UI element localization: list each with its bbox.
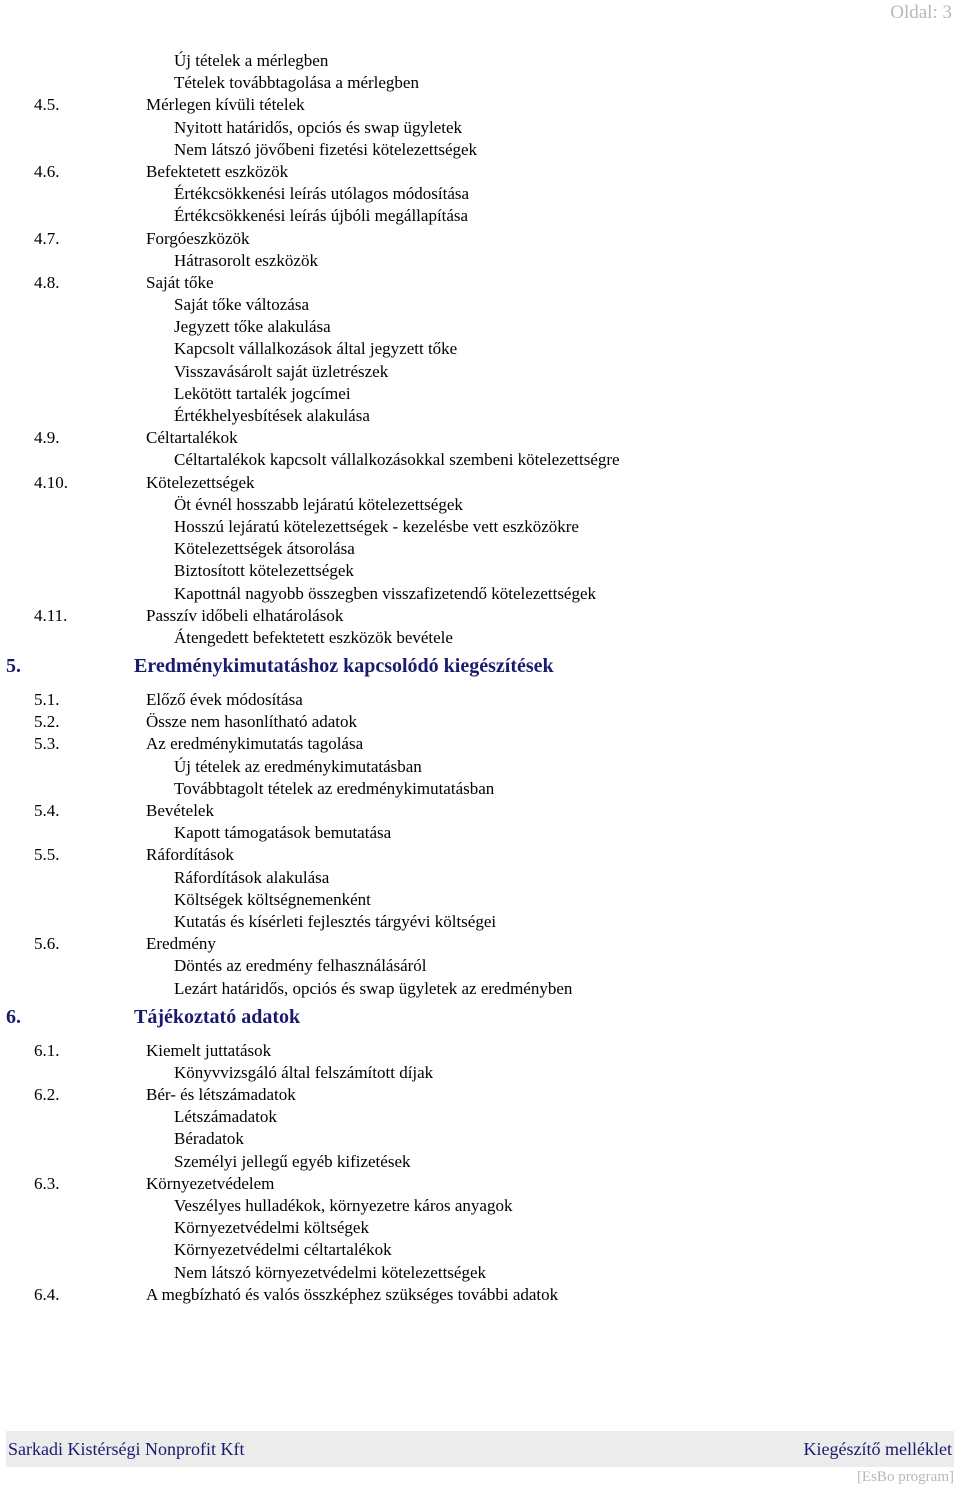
toc-number: 5.2. <box>34 712 60 732</box>
toc-item <box>0 1040 960 1062</box>
section-heading <box>0 649 960 689</box>
toc-item <box>0 272 960 294</box>
toc-item <box>0 427 960 449</box>
toc-subitem <box>0 139 960 161</box>
toc-text: Kapottnál nagyobb összegben visszafizetendő kötelezettségek <box>174 583 597 603</box>
toc-text: Visszavásárolt saját üzletrészek <box>174 361 389 381</box>
toc-text: Nem látszó jövőbeni fizetési kötelezettségek <box>174 139 478 159</box>
toc-item <box>0 1173 960 1195</box>
toc-text: Saját tőke <box>146 272 214 292</box>
toc-number: 4.8. <box>34 272 60 292</box>
toc-text: Értékcsökkenési leírás újbóli megállapítása <box>174 206 469 226</box>
toc-subitem <box>0 1128 960 1150</box>
toc-item <box>0 1284 960 1306</box>
toc-item <box>0 800 960 822</box>
toc-number: 6.4. <box>34 1284 60 1304</box>
toc-text: Eredménykimutatáshoz kapcsolódó kiegészítések <box>134 655 554 678</box>
toc-item <box>0 711 960 733</box>
toc-subitem <box>0 560 960 582</box>
toc-subitem <box>0 294 960 316</box>
toc-text: Öt évnél hosszabb lejáratú kötelezettségek <box>174 494 463 514</box>
toc-text: Személyi jellegű egyéb kifizetések <box>174 1151 411 1171</box>
toc-subitem <box>0 911 960 933</box>
toc-subitem <box>0 822 960 844</box>
toc-number: 5.5. <box>34 845 60 865</box>
toc-text: Átengedett befektetett eszközök bevétele <box>174 627 453 647</box>
toc-text: Ráfordítások <box>146 845 234 865</box>
toc-text: Össze nem hasonlítható adatok <box>146 712 358 732</box>
toc-subitem <box>0 250 960 272</box>
toc-text: Nyitott határidős, opciós és swap ügyletek <box>174 117 463 137</box>
program-label: [EsBo program] <box>856 1469 954 1485</box>
toc-item <box>0 733 960 755</box>
toc-subitem <box>0 205 960 227</box>
toc-subitem <box>0 538 960 560</box>
toc-text: A megbízható és valós összképhez szükséges további adatok <box>146 1284 559 1304</box>
toc-text: Környezetvédelmi költségek <box>174 1218 369 1238</box>
toc-text: Létszámadatok <box>174 1107 277 1127</box>
toc-subitem <box>0 316 960 338</box>
toc-subitem <box>0 361 960 383</box>
toc-number: 4.5. <box>34 95 60 115</box>
toc-subitem <box>0 583 960 605</box>
toc-number: 6.3. <box>34 1173 60 1193</box>
toc-number: 4.6. <box>34 161 60 181</box>
toc-number: 5.3. <box>34 734 60 754</box>
toc-text: Saját tőke változása <box>174 295 310 315</box>
toc-item <box>0 605 960 627</box>
table-of-contents <box>0 50 960 1306</box>
toc-subitem <box>0 1151 960 1173</box>
page-number: Oldal: 3 <box>890 2 952 23</box>
toc-subitem <box>0 50 960 72</box>
toc-subitem <box>0 627 960 649</box>
toc-subitem <box>0 955 960 977</box>
toc-text: Kutatás és kísérleti fejlesztés tárgyévi költségei <box>174 911 497 931</box>
toc-text: Mérlegen kívüli tételek <box>146 95 305 115</box>
toc-number: 6. <box>6 1005 21 1028</box>
toc-text: Hosszú lejáratú kötelezettségek - kezelésbe vett eszközökre <box>174 516 579 536</box>
toc-number: 4.9. <box>34 428 60 448</box>
toc-subitem <box>0 449 960 471</box>
toc-subitem <box>0 183 960 205</box>
toc-text: Kapcsolt vállalkozások által jegyzett tőke <box>174 339 458 359</box>
toc-text: Továbbtagolt tételek az eredménykimutatásban <box>174 778 495 798</box>
toc-text: Környezetvédelem <box>146 1173 275 1193</box>
toc-number: 6.1. <box>34 1040 60 1060</box>
toc-subitem <box>0 1262 960 1284</box>
toc-text: Kötelezettségek átsorolása <box>174 539 355 559</box>
toc-text: Ráfordítások alakulása <box>174 867 330 887</box>
toc-subitem <box>0 778 960 800</box>
toc-text: Kiemelt juttatások <box>146 1040 272 1060</box>
toc-number: 4.10. <box>34 472 68 492</box>
toc-subitem <box>0 1195 960 1217</box>
section-heading <box>0 1000 960 1040</box>
toc-text: Forgóeszközök <box>146 228 250 248</box>
toc-item <box>0 161 960 183</box>
toc-subitem <box>0 1106 960 1128</box>
toc-item <box>0 844 960 866</box>
toc-text: Az eredménykimutatás tagolása <box>146 734 364 754</box>
toc-item <box>0 933 960 955</box>
toc-text: Bér- és létszámadatok <box>146 1085 296 1105</box>
toc-text: Biztosított kötelezettségek <box>174 561 354 581</box>
toc-text: Kapott támogatások bemutatása <box>174 823 392 843</box>
toc-number: 5.4. <box>34 801 60 820</box>
toc-number: 4.11. <box>34 605 68 625</box>
toc-text: Jegyzett tőke alakulása <box>174 317 331 337</box>
toc-text: Tételek továbbtagolása a mérlegben <box>174 73 419 93</box>
toc-subitem <box>0 494 960 516</box>
toc-item <box>0 472 960 494</box>
toc-text: Tájékoztató adatok <box>134 1005 301 1028</box>
toc-subitem <box>0 117 960 139</box>
toc-subitem <box>0 383 960 405</box>
toc-subitem <box>0 867 960 889</box>
toc-number: 6.2. <box>34 1085 60 1105</box>
footer-document-title: Kiegészítő melléklet <box>803 1439 952 1459</box>
toc-item <box>0 94 960 116</box>
toc-text: Nem látszó környezetvédelmi kötelezettségek <box>174 1262 487 1282</box>
toc-subitem <box>0 72 960 94</box>
toc-text: Új tételek az eredménykimutatásban <box>174 756 422 776</box>
toc-text: Értékcsökkenési leírás utólagos módosítása <box>174 184 470 204</box>
toc-subitem <box>0 1062 960 1084</box>
toc-text: Döntés az eredmény felhasználásáról <box>174 956 427 976</box>
toc-item <box>0 1084 960 1106</box>
toc-number: 5.1. <box>34 690 60 710</box>
toc-text: Előző évek módosítása <box>146 690 303 710</box>
toc-subitem <box>0 405 960 427</box>
toc-subitem <box>0 1239 960 1261</box>
toc-text: Értékhelyesbítések alakulása <box>174 406 370 425</box>
toc-text: Céltartalékok <box>146 428 238 448</box>
toc-number: 5.6. <box>34 934 60 954</box>
page-footer <box>6 1431 954 1467</box>
toc-text: Költségek költségnemenként <box>174 889 371 909</box>
toc-subitem <box>0 978 960 1000</box>
toc-text: Környezetvédelmi céltartalékok <box>174 1240 392 1260</box>
toc-text: Könyvvizsgáló által felszámított díjak <box>174 1062 434 1082</box>
toc-text: Kötelezettségek <box>146 472 255 492</box>
toc-text: Eredmény <box>146 934 216 954</box>
toc-number: 5. <box>6 655 21 678</box>
toc-text: Veszélyes hulladékok, környezetre káros anyagok <box>174 1196 513 1215</box>
toc-subitem <box>0 756 960 778</box>
toc-text: Béradatok <box>174 1129 244 1149</box>
toc-subitem <box>0 889 960 911</box>
toc-text: Hátrasorolt eszközök <box>174 250 318 270</box>
toc-subitem <box>0 516 960 538</box>
toc-subitem <box>0 338 960 360</box>
toc-text: Passzív időbeli elhatárolások <box>146 605 344 625</box>
toc-number: 4.7. <box>34 228 60 248</box>
toc-item <box>0 228 960 250</box>
footer-company: Sarkadi Kistérségi Nonprofit Kft <box>8 1439 245 1459</box>
toc-text: Lezárt határidős, opciós és swap ügyletek az eredményben <box>174 978 573 998</box>
toc-item <box>0 689 960 711</box>
toc-text: Bevételek <box>146 801 214 820</box>
toc-text: Új tételek a mérlegben <box>174 51 329 70</box>
toc-text: Befektetett eszközök <box>146 161 289 181</box>
toc-subitem <box>0 1217 960 1239</box>
toc-text: Céltartalékok kapcsolt vállalkozásokkal szembeni kötelezettségre <box>174 450 620 470</box>
toc-text: Lekötött tartalék jogcímei <box>174 383 351 403</box>
